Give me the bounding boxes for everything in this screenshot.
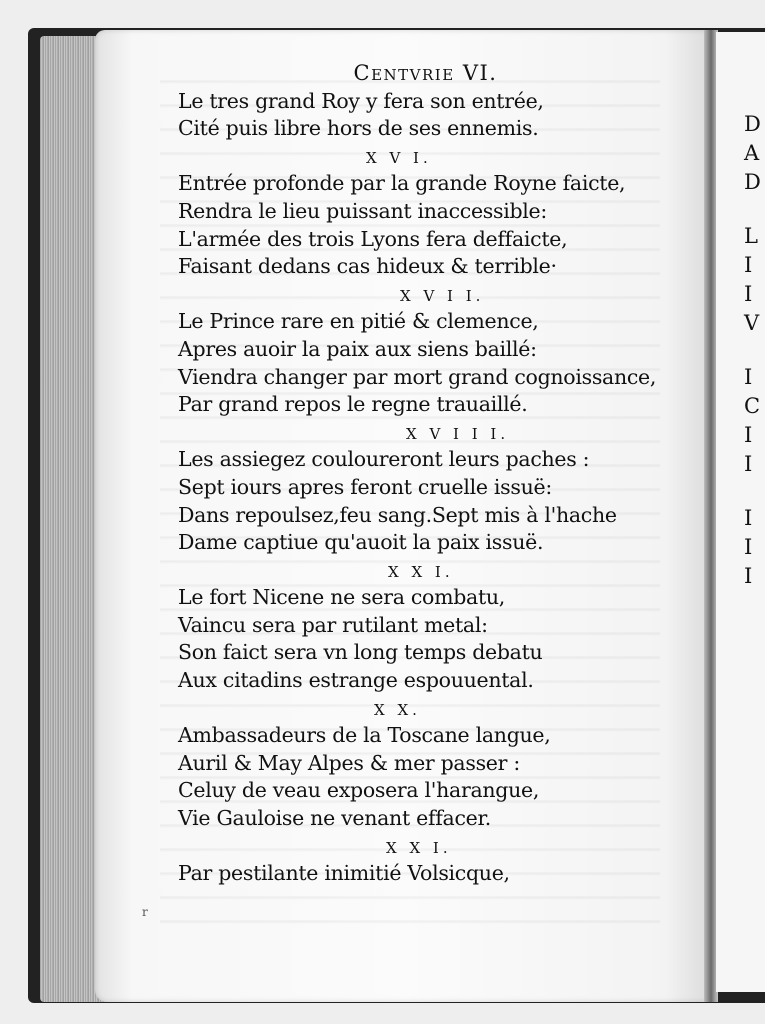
quatrain-number: X V I I. (400, 286, 485, 305)
verse-line: Apres auoir la paix aux siens baillé: (178, 336, 537, 361)
verse-line: Dame captiue qu'auoit la paix issuë. (178, 530, 544, 555)
right-page-letter: I (744, 506, 753, 530)
right-page-text (744, 110, 761, 591)
verse-line: Rendra le lieu puissant inaccessible: (178, 198, 547, 223)
verse-line: Aux citadins estrange espouuental. (178, 668, 534, 693)
verse-line: Son faict sera vn long temps debatu (178, 640, 543, 665)
verse-line: Le tres grand Roy y fera son entrée, (178, 88, 544, 113)
quatrain-number: X V I I I. (406, 424, 510, 443)
verse-line: Cité puis libre hors de ses ennemis. (178, 116, 539, 141)
verse-line: Dans repoulsez,feu sang.Sept mis à l'hache (178, 502, 617, 527)
verse-text (178, 60, 678, 888)
right-page-letter: I (744, 452, 753, 476)
quatrain-number: X X I. (386, 838, 452, 857)
quatrain-number: X X. (374, 700, 421, 719)
verse-line: Par grand repos le regne trauaillé. (178, 392, 528, 417)
verse-line: Entrée profonde par la grande Royne faicte, (178, 171, 626, 196)
right-page-letter: A (744, 141, 760, 165)
right-page-letter: V (744, 311, 760, 335)
right-page-letter: I (744, 535, 753, 559)
stray-mark: r (142, 905, 148, 919)
verse-line: Auril & May Alpes & mer passer : (178, 750, 520, 775)
running-header: Centvrie VI. (353, 61, 498, 85)
right-page-letter: L (744, 224, 758, 248)
quatrain-number: X X I. (388, 562, 454, 581)
right-page-letter: D (744, 170, 761, 194)
verse-line: L'armée des trois Lyons fera deffaicte, (178, 226, 568, 251)
verse-line: Les assiegez couloureront leurs paches : (178, 447, 590, 472)
verse-line: Vie Gauloise ne venant effacer. (178, 806, 491, 831)
right-page-letter: I (744, 282, 753, 306)
right-page-letter: I (744, 365, 753, 389)
verse-line: Vaincu sera par rutilant metal: (178, 612, 488, 637)
verse-line: Ambassadeurs de la Toscane langue, (178, 723, 551, 748)
verse-line: Par pestilante inimitié Volsicque, (178, 861, 510, 886)
quatrain-number: X V I. (366, 148, 432, 167)
verse-line: Le fort Nicene ne sera combatu, (178, 585, 506, 610)
right-page-letter: I (744, 423, 753, 447)
verse-line: Le Prince rare en pitié & clemence, (178, 309, 539, 334)
right-page-letter: C (744, 394, 761, 418)
verse-line: Faisant dedans cas hideux & terrible· (178, 254, 557, 279)
verse-line: Viendra changer par mort grand cognoissance, (178, 364, 657, 389)
verse-line: Sept iours apres feront cruelle issuë: (178, 474, 552, 499)
right-page-letter: I (744, 253, 753, 277)
verse-line: Celuy de veau exposera l'harangue, (178, 778, 540, 803)
right-page-letter: D (744, 112, 761, 136)
right-page-letter: I (744, 564, 753, 588)
